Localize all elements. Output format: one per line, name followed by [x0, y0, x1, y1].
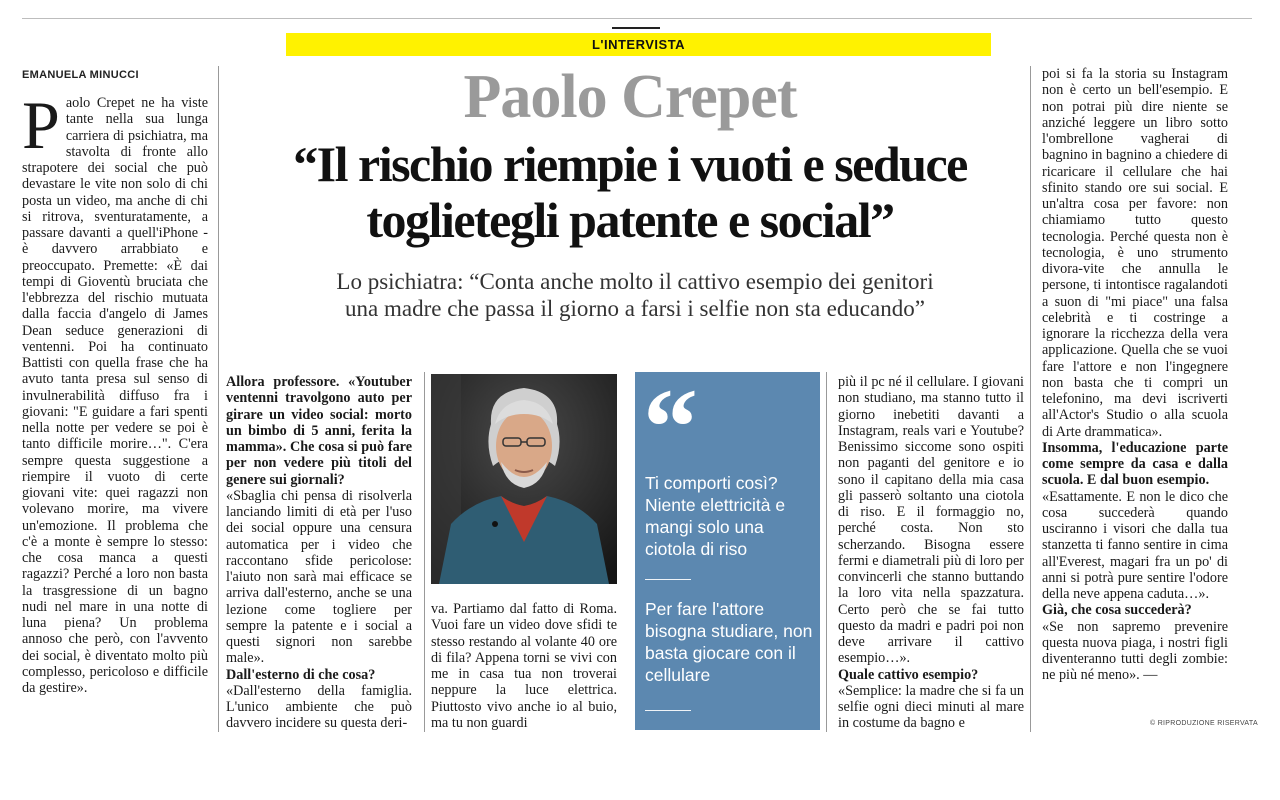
- interview-question: Allora professore. «Youtuber ventenni travolgono auto per girare un video social: morto un bimbo di 5 anni, ferita la mamma». Che cosa si può fare per non vedere più titoli del genere sui giornali?: [226, 374, 412, 488]
- article-column-2: [226, 374, 412, 732]
- interview-answer: poi si fa la storia su Instagram non è certo un bell'esempio. E non potrai più dire niente se anziché leggere un libro sotto l'ombrellone vagherai di bagnino in bagnino a chiedere di ricaricare il cellulare che hai sfinito stando ore sui social. E un'altra cosa per favore: non chiamiamo tutto questo tecnologia. Perché questa non è tecnologia, è uno strumento divora-vite che annulla le persone, ti intontisce ragalandoti a suon di "mi piace" una falsa celebrità e ti costringe a ignorare la ricchezza della vera applicazione. Quella che se vuoi fare l'attore e non l'ingegnere non basta che ti compri un telefonino, ma devi iscriverti all'Actor's Studio o alla scuola di Arte drammatica».: [1042, 66, 1228, 440]
- headline-line: toglietegli patente e social”: [366, 192, 894, 248]
- copyright-note: © RIPRODUZIONE RISERVATA: [1150, 720, 1258, 727]
- pull-quote: Per fare l'attore bisogna studiare, non basta giocare con il cellulare: [645, 599, 813, 685]
- interview-question: Dall'esterno di che cosa?: [226, 666, 376, 683]
- subheadline: [230, 268, 1040, 322]
- interview-question: Quale cattivo esempio?: [838, 666, 979, 683]
- headline-line: “Il rischio riempie i vuoti e seduce: [293, 136, 967, 192]
- interview-answer: «Dall'esterno della famiglia. L'unico ambiente che può davvero incidere su questa deri-: [226, 682, 412, 732]
- quote-mark-icon: “: [643, 366, 698, 488]
- byline: EMANUELA MINUCCI: [22, 69, 139, 81]
- article-column-1: [22, 87, 208, 696]
- interview-answer: «Semplice: la madre che si fa un selfie ogni dieci minuti al mare in costume da bagno e: [838, 682, 1024, 732]
- headline: [220, 136, 1040, 248]
- quote-divider: [645, 579, 691, 580]
- subheadline-line: una madre che passa il giorno a farsi i selfie non sta educando”: [345, 296, 925, 321]
- interview-answer: «Sbaglia chi pensa di risolverla lanciando limiti di età per l'uso dei social oppure una censura automatica per i video che raccontano sfide pericolose: l'aiuto non sarà mai efficace se arriva dall'esterno, anche se una lezione come togliere per sempre la patente e i social a questi signori non sarebbe male».: [226, 487, 412, 667]
- section-kicker: L'INTERVISTA: [286, 33, 991, 56]
- top-rule: [22, 18, 1252, 19]
- portrait-photo: [431, 374, 617, 584]
- interview-answer: più il pc né il cellulare. I giovani non studiano, ma stanno tutto il giorno inebetiti davanti a Instagram, reals vari e Youtube? Benissimo siccome sono ospiti non paganti del genitore e io sono il capitano della mia casa gli passerò soltanto una ciotola di riso. E il formaggio no, perché costa. Non sto scherzando. Bisogna essere fermi e diametrali più di loro per convincerli che stanno buttando la loro vita nella spazzatura. Certo però che se fai tutto questo da madri e padri poi non deve arrivare il cattivo esempio…».: [838, 374, 1024, 667]
- portrait-illustration: [431, 374, 617, 584]
- drop-cap: P: [22, 87, 60, 163]
- lead-text: aolo Crepet ne ha viste tante nella sua lunga carriera di psichiatra, ma stavolta di fronte allo strapotere dei social che può devastare le vite non solo di chi posta un video, ma anche di chi si ritrova, sventuratamente, a passare davanti a quell'iPhone - è davvero arrabbiato e preoccupato. Premette: «È dai tempi di Gioventù bruciata che l'ebbrezza del rischio mutuata dalla faccia d'angelo di James Dean seduce generazioni di ventenni. Poi ha continuato Battisti con quella frase che ha avuto tanta presa sul senso di invulnerabilità diffuso fra i giovani: "E guidare a fari spenti nella notte per vedere se poi è tanto difficile morire…". C'era sempre questa suggestione a riempire il vuoto di certe giovani vite: quei ragazzi non volevano morire, ma vivere un'emozione. Il problema che c'è a monte è sempre lo stesso: che cosa manca a questi ragazzi? Perché a loro non basta la trasgressione di un bagno nudi nel mare in una notte di luna piena? Un problema annoso che però, con l'avvento dei social, è diventato molto più complesso, pericoloso e difficile da gestire».: [22, 95, 208, 696]
- column-rule: [424, 372, 425, 732]
- interview-answer: va. Partiamo dal fatto di Roma. Vuoi fare un video dove sfidi te stesso restando al volante 40 ore di fila? Appena torni se vivi con me in casa tua non troverai neppure la luce elettrica. Piuttosto vivo anche io al buio, ma tu non guardi: [431, 601, 617, 731]
- pull-quote-box: [635, 366, 820, 730]
- article-column-4: [838, 374, 1024, 732]
- pull-quote: Ti comporti così? Niente elettricità e mangi solo una ciotola di riso: [645, 473, 786, 559]
- article-column-3: [431, 601, 617, 731]
- interviewee-name: Paolo Crepet: [463, 63, 797, 131]
- interview-answer: «Se non sapremo prevenire questa nuova piaga, i nostri figli diventeranno tutti degli zombie: ne più né meno». —: [1042, 618, 1228, 684]
- section-rule: [612, 27, 660, 29]
- column-rule: [218, 66, 219, 732]
- quote-divider: [645, 710, 691, 711]
- article-column-5: [1042, 66, 1228, 684]
- interview-answer: «Esattamente. E non le dico che cosa succederà quando usciranno i visori che dalla tua stanzetta ti fanno sentire in cima all'Everest, magari fra un po' di anni si potrà pure sentire l'odore della neve appena caduta…».: [1042, 488, 1228, 602]
- subheadline-line: Lo psichiatra: “Conta anche molto il cattivo esempio dei genitori: [336, 269, 934, 294]
- interview-question: Già, che cosa succederà?: [1042, 602, 1192, 619]
- column-rule: [826, 372, 827, 732]
- interview-question: Insomma, l'educazione parte come sempre da casa e dalla scuola. E dal buon esempio.: [1042, 439, 1228, 489]
